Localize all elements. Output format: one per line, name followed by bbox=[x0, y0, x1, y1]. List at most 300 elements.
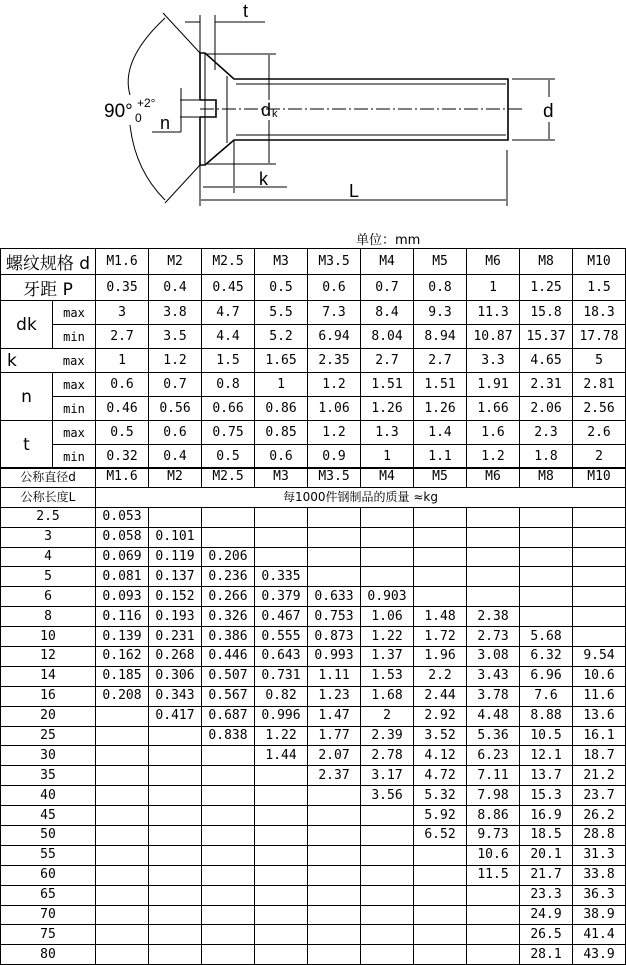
pitch-value: 0.7 bbox=[361, 275, 414, 301]
weight-value: 1.72 bbox=[414, 627, 467, 647]
t-min-label: min bbox=[53, 445, 96, 469]
weight-value: 13.7 bbox=[520, 766, 573, 786]
weight-value bbox=[414, 925, 467, 945]
t-max-value: 2.3 bbox=[520, 421, 573, 445]
weight-value: 0.266 bbox=[202, 587, 255, 607]
screw-drawing bbox=[0, 0, 626, 225]
t-max-value: 0.6 bbox=[149, 421, 202, 445]
weight-value bbox=[202, 845, 255, 865]
t-min-value: 0.5 bbox=[202, 445, 255, 469]
header-row bbox=[1, 249, 626, 275]
weight-value: 0.185 bbox=[96, 666, 149, 686]
length-value: 75 bbox=[1, 925, 96, 945]
weight-value bbox=[96, 766, 149, 786]
weight-value: 6.23 bbox=[467, 746, 520, 766]
k-max-value: 1 bbox=[96, 349, 149, 373]
length-value: 25 bbox=[1, 726, 96, 746]
weight-value: 0.268 bbox=[149, 647, 202, 667]
weight-value: 18.5 bbox=[520, 826, 573, 846]
weight-value bbox=[308, 806, 361, 826]
pitch-row bbox=[1, 275, 626, 301]
weight-value: 2.38 bbox=[467, 607, 520, 627]
length-value: 2.5 bbox=[1, 507, 96, 527]
weight-value bbox=[361, 826, 414, 846]
weight-value: 0.555 bbox=[255, 627, 308, 647]
weight-value bbox=[202, 766, 255, 786]
weight-value: 0.753 bbox=[308, 607, 361, 627]
size-header: M8 bbox=[520, 249, 573, 275]
pitch-value: 0.45 bbox=[202, 275, 255, 301]
weight-value: 2.78 bbox=[361, 746, 414, 766]
dk-min-value: 8.94 bbox=[414, 325, 467, 349]
weight-value bbox=[520, 527, 573, 547]
weight-value: 0.82 bbox=[255, 686, 308, 706]
thread-spec-header: 螺纹规格 d bbox=[1, 249, 96, 275]
n-max-value: 0.7 bbox=[149, 373, 202, 397]
k-max-row bbox=[1, 349, 626, 373]
weight-value bbox=[202, 885, 255, 905]
weight-value bbox=[149, 865, 202, 885]
k-label: k bbox=[259, 169, 268, 189]
weight-value: 4.48 bbox=[467, 706, 520, 726]
weight-value bbox=[96, 706, 149, 726]
n-min-value: 0.66 bbox=[202, 397, 255, 421]
weight-value bbox=[255, 806, 308, 826]
weight-value: 1.48 bbox=[414, 607, 467, 627]
size-header: M3 bbox=[255, 249, 308, 275]
d-label: d bbox=[543, 101, 554, 122]
weight-value: 13.6 bbox=[573, 706, 626, 726]
k-max-value: 2.35 bbox=[308, 349, 361, 373]
table-row bbox=[1, 786, 626, 806]
weight-value bbox=[308, 527, 361, 547]
weight-value: 0.058 bbox=[96, 527, 149, 547]
n-min-value: 0.46 bbox=[96, 397, 149, 421]
weight-value bbox=[202, 925, 255, 945]
k-max-value: 1.2 bbox=[149, 349, 202, 373]
weight-value: 0.069 bbox=[96, 547, 149, 567]
length-value: 60 bbox=[1, 865, 96, 885]
t-min-value: 1.2 bbox=[467, 445, 520, 469]
table-row bbox=[1, 746, 626, 766]
length-value: 65 bbox=[1, 885, 96, 905]
weight-value: 0.507 bbox=[202, 666, 255, 686]
weight-value: 0.116 bbox=[96, 607, 149, 627]
weight-value: 2.37 bbox=[308, 766, 361, 786]
weight-value: 0.326 bbox=[202, 607, 255, 627]
weight-value: 4.12 bbox=[414, 746, 467, 766]
weight-value: 1.11 bbox=[308, 666, 361, 686]
weight-value bbox=[361, 865, 414, 885]
weight-value bbox=[96, 826, 149, 846]
size-header: M8 bbox=[520, 468, 573, 488]
weight-value: 2.39 bbox=[361, 726, 414, 746]
weight-value bbox=[414, 527, 467, 547]
weight-value bbox=[255, 547, 308, 567]
weight-value: 23.7 bbox=[573, 786, 626, 806]
weight-value bbox=[414, 587, 467, 607]
weight-value: 1.53 bbox=[361, 666, 414, 686]
weight-value: 12.1 bbox=[520, 746, 573, 766]
weight-value: 0.162 bbox=[96, 647, 149, 667]
weight-value bbox=[573, 627, 626, 647]
n-min-label: min bbox=[53, 397, 96, 421]
weight-value bbox=[414, 507, 467, 527]
weight-value bbox=[414, 885, 467, 905]
table-row bbox=[1, 567, 626, 587]
weight-value: 0.379 bbox=[255, 587, 308, 607]
weight-value bbox=[361, 806, 414, 826]
t-min-value: 1 bbox=[361, 445, 414, 469]
length-value: 35 bbox=[1, 766, 96, 786]
weight-value bbox=[467, 925, 520, 945]
weight-value: 2.07 bbox=[308, 746, 361, 766]
dk-label-sub: k bbox=[272, 108, 278, 120]
weight-value bbox=[361, 507, 414, 527]
weight-value bbox=[520, 547, 573, 567]
t-max-label: max bbox=[53, 421, 96, 445]
dk-min-value: 17.78 bbox=[573, 325, 626, 349]
weight-value bbox=[467, 547, 520, 567]
t-label: t bbox=[1, 421, 53, 469]
size-header: M4 bbox=[361, 468, 414, 488]
weight-value: 1.96 bbox=[414, 647, 467, 667]
weight-value bbox=[255, 885, 308, 905]
size-header: M2.5 bbox=[202, 249, 255, 275]
n-max-label: max bbox=[53, 373, 96, 397]
t-min-value: 0.9 bbox=[308, 445, 361, 469]
weight-value bbox=[149, 507, 202, 527]
size-header: M2 bbox=[149, 468, 202, 488]
k-max-value: 5 bbox=[573, 349, 626, 373]
weight-value: 0.137 bbox=[149, 567, 202, 587]
weight-value bbox=[255, 786, 308, 806]
weight-value: 0.119 bbox=[149, 547, 202, 567]
weight-value: 15.3 bbox=[520, 786, 573, 806]
weight-value: 26.2 bbox=[573, 806, 626, 826]
weight-value: 9.54 bbox=[573, 647, 626, 667]
weight-value: 0.152 bbox=[149, 587, 202, 607]
weight-value: 0.053 bbox=[96, 507, 149, 527]
t-min-value: 1.8 bbox=[520, 445, 573, 469]
weight-value: 0.417 bbox=[149, 706, 202, 726]
weight-value bbox=[149, 925, 202, 945]
weight-value: 31.3 bbox=[573, 845, 626, 865]
weight-value bbox=[96, 786, 149, 806]
weight-value: 6.32 bbox=[520, 647, 573, 667]
weight-value bbox=[149, 845, 202, 865]
pitch-value: 1.25 bbox=[520, 275, 573, 301]
weight-value: 0.208 bbox=[96, 686, 149, 706]
table-row bbox=[1, 865, 626, 885]
weight-value: 18.7 bbox=[573, 746, 626, 766]
pitch-value: 1.5 bbox=[573, 275, 626, 301]
weight-value: 2.2 bbox=[414, 666, 467, 686]
weight-value bbox=[202, 786, 255, 806]
t-max-value: 0.85 bbox=[255, 421, 308, 445]
weight-value bbox=[414, 567, 467, 587]
dk-max-value: 9.3 bbox=[414, 301, 467, 325]
length-value: 55 bbox=[1, 845, 96, 865]
length-value: 20 bbox=[1, 706, 96, 726]
t-min-value: 0.32 bbox=[96, 445, 149, 469]
weight-value bbox=[149, 746, 202, 766]
dk-min-value: 8.04 bbox=[361, 325, 414, 349]
weight-value bbox=[255, 925, 308, 945]
weight-value bbox=[573, 527, 626, 547]
table-row bbox=[1, 627, 626, 647]
n-max-value: 1.51 bbox=[414, 373, 467, 397]
weight-value: 1.22 bbox=[361, 627, 414, 647]
weight-value bbox=[202, 507, 255, 527]
weight-value: 0.873 bbox=[308, 627, 361, 647]
weight-value: 5.92 bbox=[414, 806, 467, 826]
weight-value: 28.1 bbox=[520, 945, 573, 965]
length-value: 30 bbox=[1, 746, 96, 766]
dk-max-value: 4.7 bbox=[202, 301, 255, 325]
weight-value: 33.8 bbox=[573, 865, 626, 885]
weight-value: 4.72 bbox=[414, 766, 467, 786]
size-header: M2.5 bbox=[202, 468, 255, 488]
k-label: k bbox=[1, 349, 53, 373]
weight-value: 0.567 bbox=[202, 686, 255, 706]
t-max-value: 1.4 bbox=[414, 421, 467, 445]
weight-value bbox=[308, 905, 361, 925]
unit-label: 单位：mm bbox=[356, 233, 421, 248]
weight-value bbox=[467, 567, 520, 587]
weight-value: 10.6 bbox=[573, 666, 626, 686]
weight-value bbox=[414, 845, 467, 865]
weight-value bbox=[573, 567, 626, 587]
weight-value: 43.9 bbox=[573, 945, 626, 965]
size-header: M2 bbox=[149, 249, 202, 275]
weight-value: 8.86 bbox=[467, 806, 520, 826]
n-min-value: 1.26 bbox=[361, 397, 414, 421]
angle-tolerance-plus: +2° bbox=[137, 96, 156, 110]
weight-value bbox=[361, 885, 414, 905]
k-max-value: 1.65 bbox=[255, 349, 308, 373]
diameter-label: 公称直径d bbox=[1, 468, 96, 488]
t-max-value: 0.75 bbox=[202, 421, 255, 445]
dk-min-value: 15.37 bbox=[520, 325, 573, 349]
n-label: n bbox=[1, 373, 53, 421]
weight-value bbox=[149, 885, 202, 905]
angle-label: 90° bbox=[104, 101, 133, 122]
weight-value bbox=[202, 865, 255, 885]
n-min-value: 0.86 bbox=[255, 397, 308, 421]
weight-value bbox=[467, 905, 520, 925]
weight-value: 3.52 bbox=[414, 726, 467, 746]
weight-value bbox=[361, 925, 414, 945]
size-header: M5 bbox=[414, 468, 467, 488]
dk-min-value: 4.4 bbox=[202, 325, 255, 349]
table-row bbox=[1, 826, 626, 846]
length-value: 40 bbox=[1, 786, 96, 806]
size-header: M5 bbox=[414, 249, 467, 275]
weight-value bbox=[255, 826, 308, 846]
k-max-value: 3.3 bbox=[467, 349, 520, 373]
weight-value: 0.081 bbox=[96, 567, 149, 587]
weight-value bbox=[573, 607, 626, 627]
dk-max-value: 7.3 bbox=[308, 301, 361, 325]
weight-value bbox=[467, 945, 520, 965]
weight-value bbox=[520, 587, 573, 607]
length-value: 14 bbox=[1, 666, 96, 686]
pitch-value: 1 bbox=[467, 275, 520, 301]
weight-value bbox=[96, 885, 149, 905]
n-max-row bbox=[1, 373, 626, 397]
length-value: 8 bbox=[1, 607, 96, 627]
size-header: M3 bbox=[255, 468, 308, 488]
pitch-value: 0.4 bbox=[149, 275, 202, 301]
weight-value bbox=[255, 507, 308, 527]
weight-value: 1.22 bbox=[255, 726, 308, 746]
weight-value: 2 bbox=[361, 706, 414, 726]
weight-value bbox=[414, 547, 467, 567]
length-value: 3 bbox=[1, 527, 96, 547]
n-max-value: 1.91 bbox=[467, 373, 520, 397]
weight-value: 5.32 bbox=[414, 786, 467, 806]
weight-value: 2.92 bbox=[414, 706, 467, 726]
n-min-value: 0.56 bbox=[149, 397, 202, 421]
t-min-value: 0.6 bbox=[255, 445, 308, 469]
size-header: M1.6 bbox=[96, 249, 149, 275]
weight-value bbox=[202, 905, 255, 925]
length-value: 50 bbox=[1, 826, 96, 846]
weight-value bbox=[573, 587, 626, 607]
size-header: M6 bbox=[467, 468, 520, 488]
weight-value: 0.343 bbox=[149, 686, 202, 706]
table-row bbox=[1, 845, 626, 865]
weight-value: 21.2 bbox=[573, 766, 626, 786]
weight-value bbox=[255, 527, 308, 547]
table-row bbox=[1, 666, 626, 686]
weight-value: 10.5 bbox=[520, 726, 573, 746]
weight-value bbox=[414, 905, 467, 925]
weight-value bbox=[308, 507, 361, 527]
length-value: 80 bbox=[1, 945, 96, 965]
length-value: 16 bbox=[1, 686, 96, 706]
weight-value bbox=[520, 607, 573, 627]
n-max-value: 0.6 bbox=[96, 373, 149, 397]
n-min-value: 1.66 bbox=[467, 397, 520, 421]
k-max-value: 1.5 bbox=[202, 349, 255, 373]
weight-value: 0.193 bbox=[149, 607, 202, 627]
weight-value: 0.993 bbox=[308, 647, 361, 667]
weight-value bbox=[308, 567, 361, 587]
weight-value bbox=[308, 885, 361, 905]
dk-max-value: 5.5 bbox=[255, 301, 308, 325]
weight-value bbox=[467, 885, 520, 905]
weight-value: 3.43 bbox=[467, 666, 520, 686]
weight-value: 11.5 bbox=[467, 865, 520, 885]
weight-value: 3.78 bbox=[467, 686, 520, 706]
dk-max-label: max bbox=[53, 301, 96, 325]
weight-value bbox=[255, 905, 308, 925]
table-row bbox=[1, 905, 626, 925]
dk-max-value: 3 bbox=[96, 301, 149, 325]
weight-value bbox=[96, 746, 149, 766]
weight-value: 5.68 bbox=[520, 627, 573, 647]
weight-table bbox=[0, 467, 626, 965]
weight-value: 0.386 bbox=[202, 627, 255, 647]
weight-value bbox=[149, 786, 202, 806]
weight-value: 0.093 bbox=[96, 587, 149, 607]
table-row bbox=[1, 587, 626, 607]
dk-min-row bbox=[1, 325, 626, 349]
size-header: M6 bbox=[467, 249, 520, 275]
weight-value: 3.08 bbox=[467, 647, 520, 667]
t-max-row bbox=[1, 421, 626, 445]
weight-value: 41.4 bbox=[573, 925, 626, 945]
n-min-row bbox=[1, 397, 626, 421]
weight-value bbox=[149, 826, 202, 846]
weight-value: 1.23 bbox=[308, 686, 361, 706]
weight-value bbox=[308, 945, 361, 965]
dk-min-value: 2.7 bbox=[96, 325, 149, 349]
weight-value bbox=[308, 786, 361, 806]
weight-value bbox=[96, 845, 149, 865]
weight-value bbox=[202, 826, 255, 846]
weight-value: 1.68 bbox=[361, 686, 414, 706]
size-header: M4 bbox=[361, 249, 414, 275]
dk-min-value: 5.2 bbox=[255, 325, 308, 349]
weight-value bbox=[202, 527, 255, 547]
weight-value bbox=[467, 587, 520, 607]
k-max-value: 2.7 bbox=[414, 349, 467, 373]
t-max-value: 1.3 bbox=[361, 421, 414, 445]
weight-value: 16.1 bbox=[573, 726, 626, 746]
table-row bbox=[1, 547, 626, 567]
length-value: 12 bbox=[1, 647, 96, 667]
pitch-value: 0.8 bbox=[414, 275, 467, 301]
n-min-value: 1.06 bbox=[308, 397, 361, 421]
table-row bbox=[1, 806, 626, 826]
weight-value: 28.8 bbox=[573, 826, 626, 846]
weight-value: 1.06 bbox=[361, 607, 414, 627]
table-row bbox=[1, 885, 626, 905]
t-min-row bbox=[1, 445, 626, 469]
weight-value bbox=[361, 945, 414, 965]
weight-value: 7.11 bbox=[467, 766, 520, 786]
dk-min-value: 3.5 bbox=[149, 325, 202, 349]
t-max-value: 1.6 bbox=[467, 421, 520, 445]
weight-value bbox=[149, 806, 202, 826]
n-max-value: 0.8 bbox=[202, 373, 255, 397]
t-max-value: 1.2 bbox=[308, 421, 361, 445]
weight-value bbox=[149, 726, 202, 746]
weight-value bbox=[361, 905, 414, 925]
t-label: t bbox=[243, 1, 249, 21]
weight-value: 5.36 bbox=[467, 726, 520, 746]
weight-value bbox=[96, 945, 149, 965]
dk-min-value: 10.87 bbox=[467, 325, 520, 349]
pitch-label: 牙距 P bbox=[1, 275, 96, 301]
weight-value: 0.231 bbox=[149, 627, 202, 647]
weight-value: 7.98 bbox=[467, 786, 520, 806]
weight-value: 16.9 bbox=[520, 806, 573, 826]
weight-value bbox=[202, 746, 255, 766]
weight-value bbox=[149, 945, 202, 965]
pitch-value: 0.35 bbox=[96, 275, 149, 301]
weight-value bbox=[96, 905, 149, 925]
length-label: 公称长度L bbox=[1, 487, 96, 507]
dk-max-value: 15.8 bbox=[520, 301, 573, 325]
weight-value: 0.633 bbox=[308, 587, 361, 607]
weight-value bbox=[308, 865, 361, 885]
table-row bbox=[1, 726, 626, 746]
weight-value: 21.7 bbox=[520, 865, 573, 885]
